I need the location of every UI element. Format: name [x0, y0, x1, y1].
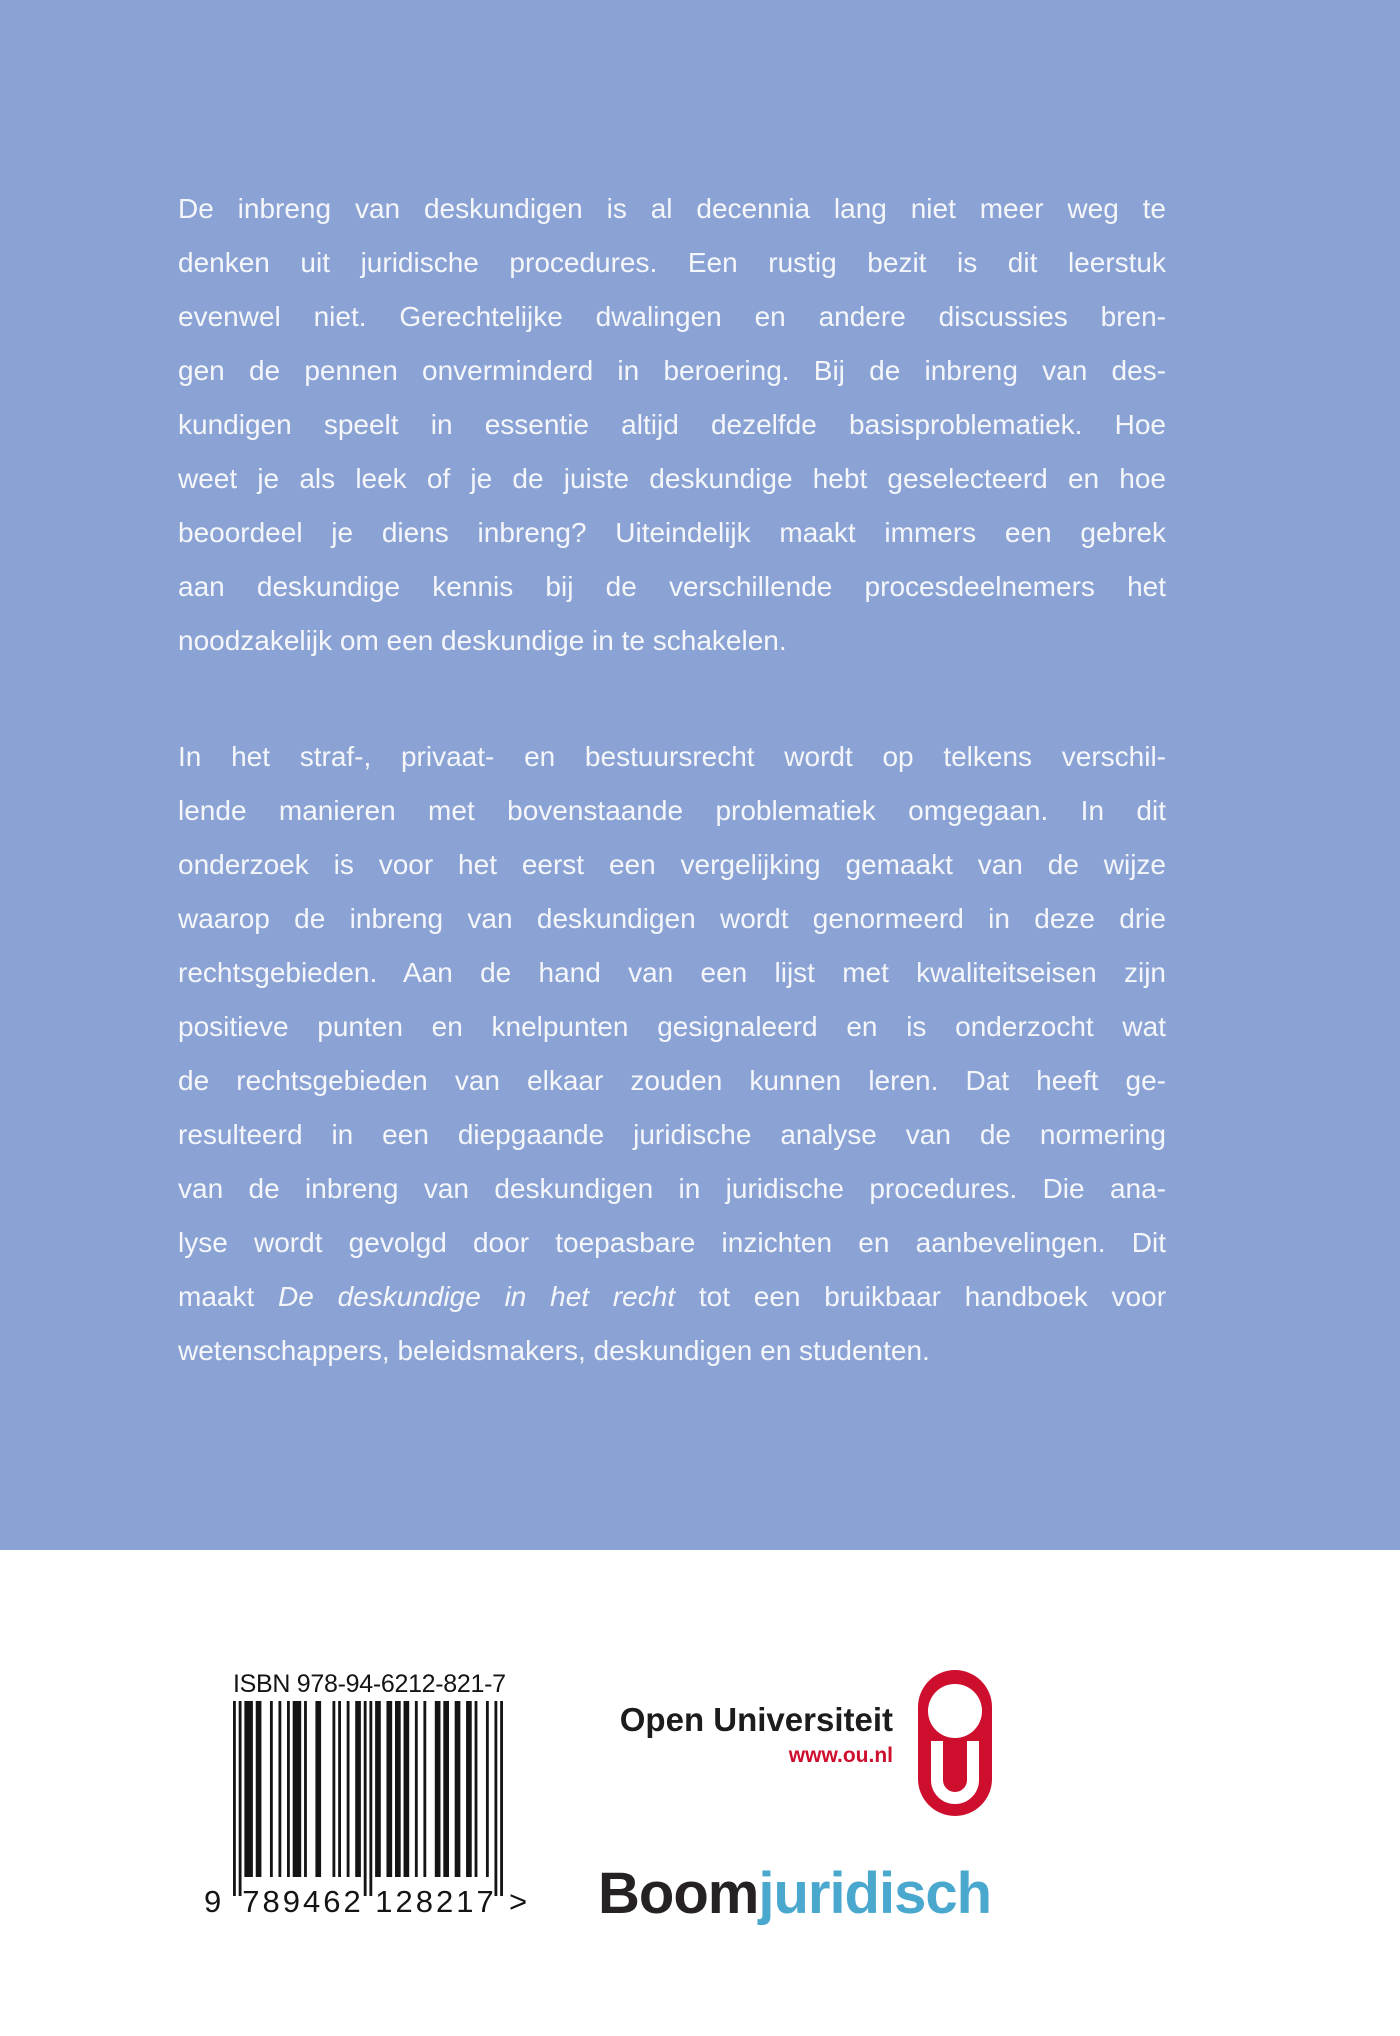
blurb-line: evenwel niet. Gerechtelijke dwalingen en andere discussies bren- — [178, 301, 1166, 332]
title-pre-text: maakt — [178, 1281, 279, 1312]
juridisch-wordmark: juridisch — [758, 1861, 992, 1926]
boom-wordmark: Boom — [598, 1861, 759, 1926]
blurb-line: In het straf-, privaat- en bestuursrecht wordt op telkens verschil- — [178, 741, 1166, 772]
barcode-bars-svg — [233, 1701, 503, 1897]
ou-logo-letter-o — [928, 1684, 982, 1738]
blurb-line: kundigen speelt in essentie altijd dezelfde basisproblematiek. Hoe — [178, 409, 1166, 440]
ou-logo-icon — [918, 1670, 992, 1816]
barcode-digit-group-2: 128217 — [375, 1884, 497, 1919]
blurb-line: lyse wordt gevolgd door toepasbare inzichten en aanbevelingen. Dit — [178, 1227, 1166, 1258]
blurb-line: beoordeel je diens inbreng? Uiteindelijk maakt immers een gebrek — [178, 517, 1166, 548]
blurb-line: positieve punten en knelpunten gesignaleerd en is onderzocht wat — [178, 1011, 1166, 1042]
open-universiteit-wordmark: Open Universiteit — [619, 1701, 893, 1738]
blurb-paragraph-1 — [178, 182, 1166, 668]
blurb-line: De inbreng van deskundigen is al decennia lang niet meer weg te — [178, 193, 1166, 224]
blurb-line: waarop de inbreng van deskundigen wordt genormeerd in deze drie — [178, 903, 1166, 934]
blurb-line: aan deskundige kennis bij de verschillende procesdeelnemers het — [178, 571, 1166, 602]
blurb-line-with-title — [178, 1270, 1166, 1324]
blurb-line: noodzakelijk om een deskundige in te schakelen. — [178, 625, 787, 656]
blurb-line: denken uit juridische procedures. Een rustig bezit is dit leerstuk — [178, 247, 1166, 278]
book-title-italic: De deskundige in het recht — [278, 1281, 676, 1312]
barcode-quiet-zone-arrow: > — [509, 1884, 528, 1919]
blurb-line: lende manieren met bovenstaande problematiek omgegaan. In dit — [178, 795, 1166, 826]
blurb-line: resulteerd in een diepgaande juridische analyse van de normering — [178, 1119, 1166, 1150]
title-post-text: tot een bruikbaar handboek voor — [675, 1281, 1167, 1312]
barcode-lead-digit: 9 — [204, 1884, 222, 1919]
blurb-paragraph-2 — [178, 730, 1166, 1378]
barcode-digit-group-1: 789462 — [242, 1884, 364, 1919]
blurb-line: weet je als leek of je de juiste deskundige hebt geselecteerd en hoe — [178, 463, 1166, 494]
blurb-line: gen de pennen onverminderd in beroering. Bij de inbreng van des- — [178, 355, 1166, 386]
blurb-line: wetenschappers, beleidsmakers, deskundigen en studenten. — [178, 1335, 930, 1366]
blurb-line: onderzoek is voor het eerst een vergelijking gemaakt van de wijze — [178, 849, 1166, 880]
blurb-line: rechtsgebieden. Aan de hand van een lijst met kwaliteitseisen zijn — [178, 957, 1166, 988]
blurb-line: de rechtsgebieden van elkaar zouden kunnen leren. Dat heeft ge- — [178, 1065, 1166, 1096]
cover-blurb — [178, 182, 1166, 1378]
boom-juridisch-logo — [598, 1862, 991, 1926]
open-universiteit-logo-block — [560, 1702, 893, 1768]
ou-website-url: www.ou.nl — [788, 1744, 893, 1767]
isbn-label: ISBN 978-94-6212-821-7 — [233, 1670, 506, 1698]
blurb-line: van de inbreng van deskundigen in juridische procedures. Die ana- — [178, 1173, 1166, 1204]
